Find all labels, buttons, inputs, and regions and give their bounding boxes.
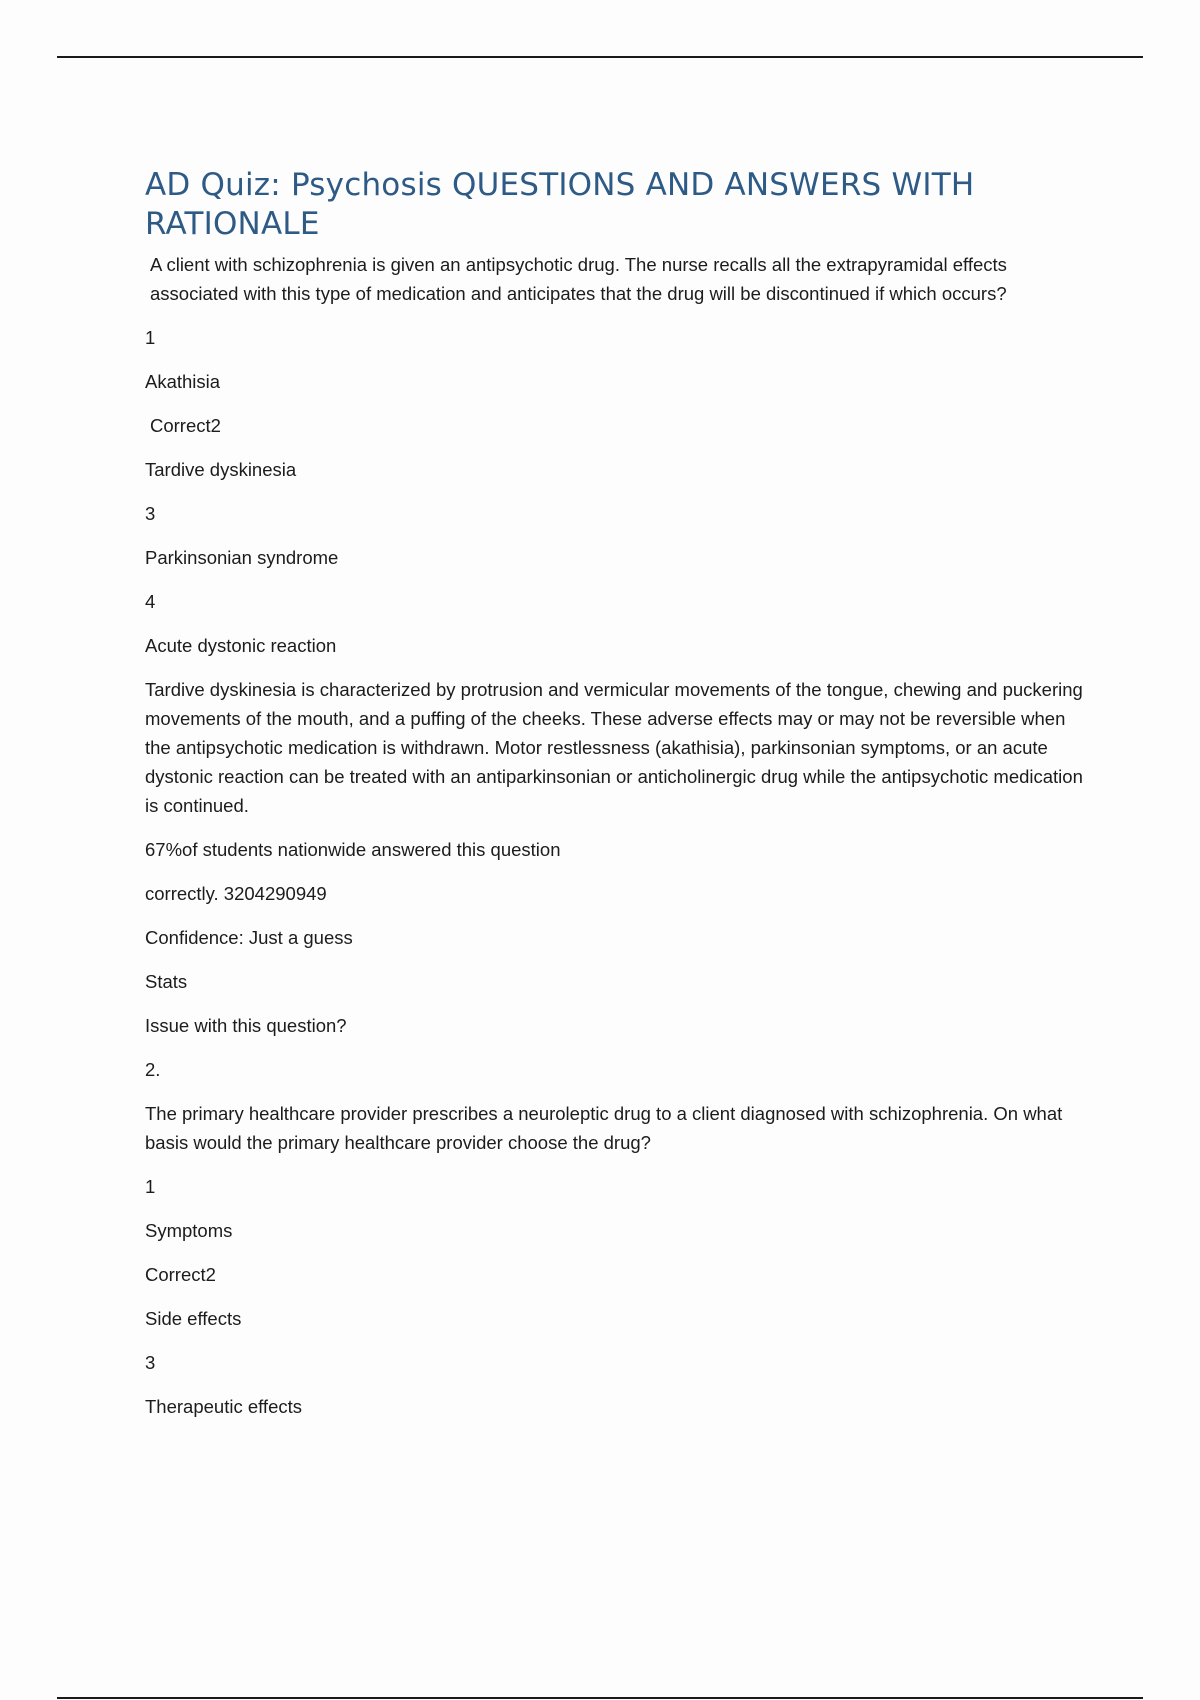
q2-option-3-number: 3	[145, 1352, 156, 1373]
q1-option-1-text: Akathisia	[145, 371, 221, 392]
q1-confidence: Confidence: Just a guess	[145, 927, 353, 948]
q1-option-4-number: 4	[145, 591, 156, 612]
q1-option-3-number: 3	[145, 503, 156, 524]
q1-correct-marker: Correct2	[150, 415, 221, 436]
header-rule	[57, 56, 1143, 58]
q1-option-4-text: Acute dystonic reaction	[145, 635, 337, 656]
q1-rationale: Tardive dyskinesia is characterized by protrusion and vermicular movements of the tongue, chewing and puckering movements of the mouth, and a puffing of the cheeks. These adverse effects may or may not be reversible when the antipsychotic medication is withdrawn. Motor restlessness (akathisia), parkinsonian symptoms, or an acute dystonic reaction can be treated with an antiparkinsonian or anticholinergic drug while the antipsychotic medication is continued.	[145, 679, 1083, 816]
q1-stats-label: Stats	[145, 971, 188, 992]
q2-option-3-text: Therapeutic effects	[145, 1396, 302, 1417]
question-2-number: 2.	[145, 1059, 161, 1080]
q1-option-3-text: Parkinsonian syndrome	[145, 547, 339, 568]
q1-issue-label: Issue with this question?	[145, 1015, 347, 1036]
q2-option-1-number: 1	[145, 1176, 156, 1197]
document-title: AD Quiz: Psychosis QUESTIONS AND ANSWERS WITH RATIONALE	[145, 167, 975, 242]
footer-rule	[57, 1697, 1143, 1699]
q2-correct-marker: Correct2	[145, 1264, 216, 1285]
q2-option-2-text: Side effects	[145, 1308, 242, 1329]
document-body	[145, 166, 1085, 1436]
q1-stats-line-1: 67%of students nationwide answered this question	[145, 839, 561, 860]
q2-option-1-text: Symptoms	[145, 1220, 233, 1241]
question-1-stem: A client with schizophrenia is given an antipsychotic drug. The nurse recalls all the extrapyramidal effects associated with this type of medication and anticipates that the drug will be discontinued if which occurs?	[150, 254, 1007, 304]
q1-option-1-number: 1	[145, 327, 156, 348]
question-2-stem: The primary healthcare provider prescribes a neuroleptic drug to a client diagnosed with schizophrenia. On what basis would the primary healthcare provider choose the drug?	[145, 1103, 1063, 1153]
q1-stats-line-2: correctly. 3204290949	[145, 883, 327, 904]
q1-option-2-text: Tardive dyskinesia	[145, 459, 297, 480]
